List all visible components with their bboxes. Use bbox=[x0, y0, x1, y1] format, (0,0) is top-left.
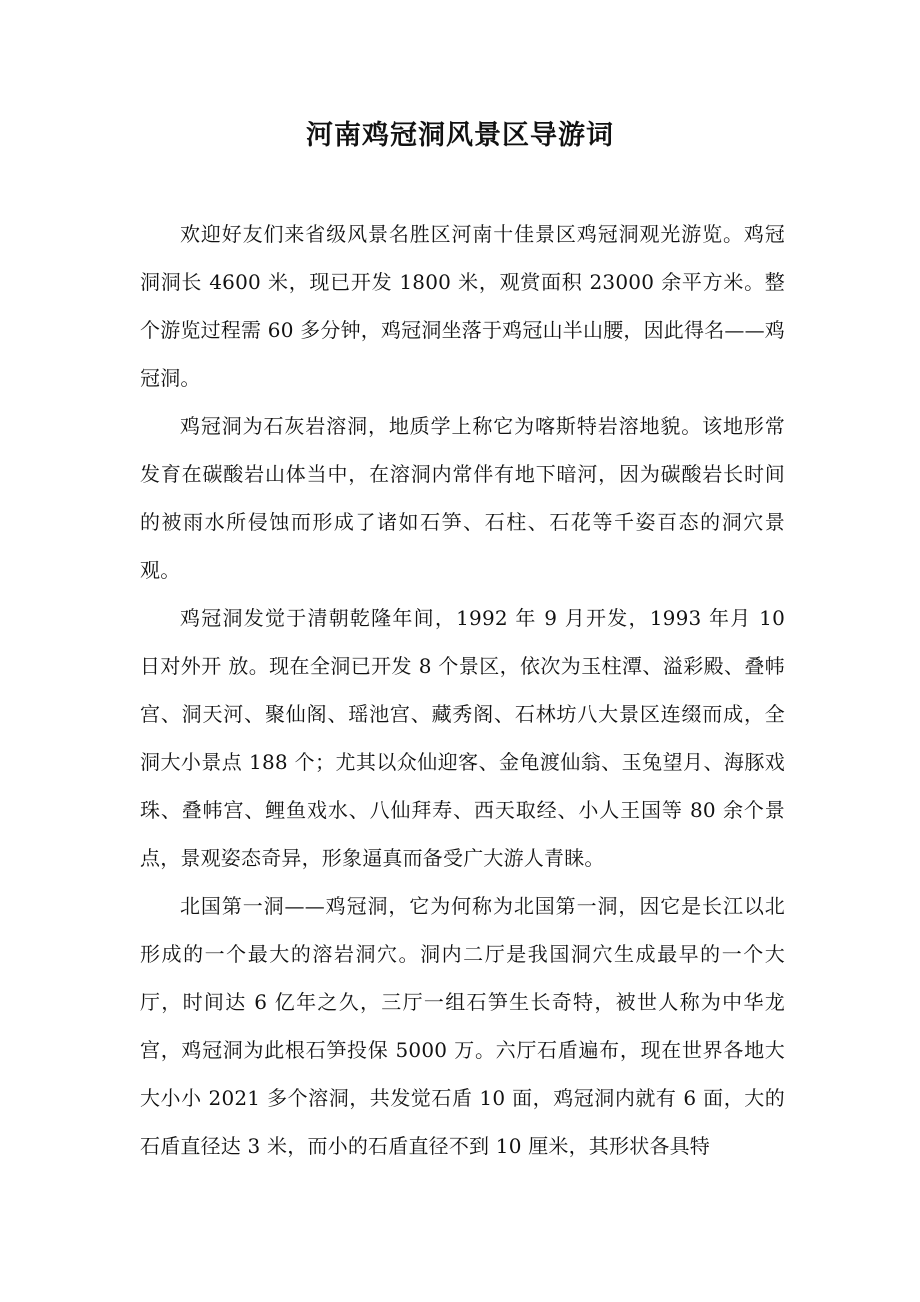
paragraph-history: 鸡冠洞发觉于清朝乾隆年间，1992 年 9 月开发，1993 年月 10 日对外开 放。现在全洞已开发 8 个景区，依次为玉柱潭、溢彩殿、叠帏宫、洞天河、聚仙阁、瑶池宫、藏秀阁、石林坊八大景区连缀而成，全洞大小景点 188 个；尤其以众仙迎客、金龟渡仙翁、玉兔望月、海豚戏珠、叠帏宫、鲤鱼戏水、八仙拜寿、西天取经、小人王国等 80 余个景点，景观姿态奇异，形象逼真而备受广大游人青睐。 bbox=[140, 606, 785, 870]
paragraph-geology: 鸡冠洞为石灰岩溶洞，地质学上称它为喀斯特岩溶地貌。该地形常发育在碳酸岩山体当中，在溶洞内常伴有地下暗河，因为碳酸岩长时间的被雨水所侵蚀而形成了诸如石笋、石柱、石花等千姿百态的洞穴景观。 bbox=[140, 414, 785, 582]
document-title: 河南鸡冠洞风景区导游词 bbox=[306, 120, 614, 151]
paragraph-first-cave: 北国第一洞——鸡冠洞，它为何称为北国第一洞，因它是长江以北形成的一个最大的溶岩洞穴。洞内二厅是我国洞穴生成最早的一个大厅，时间达 6 亿年之久，三厅一组石笋生长奇特，被世人称为中华龙宫，鸡冠洞为此根石笋投保 5000 万。六厅石盾遍布，现在世界各地大大小小 2021 多个溶洞，共发觉石盾 10 面，鸡冠洞内就有 6 面，大的石盾直径达 3 米，而小的石盾直径不到 10 厘米，其形状各具特 bbox=[140, 894, 785, 1158]
paragraph-intro: 欢迎好友们来省级风景名胜区河南十佳景区鸡冠洞观光游览。鸡冠洞洞长 4600 米，现已开发 1800 米，观赏面积 23000 余平方米。整个游览过程需 60 多分钟，鸡冠洞坐落于鸡冠山半山腰，因此得名——鸡冠洞。 bbox=[140, 222, 785, 390]
document-body bbox=[140, 210, 785, 1170]
